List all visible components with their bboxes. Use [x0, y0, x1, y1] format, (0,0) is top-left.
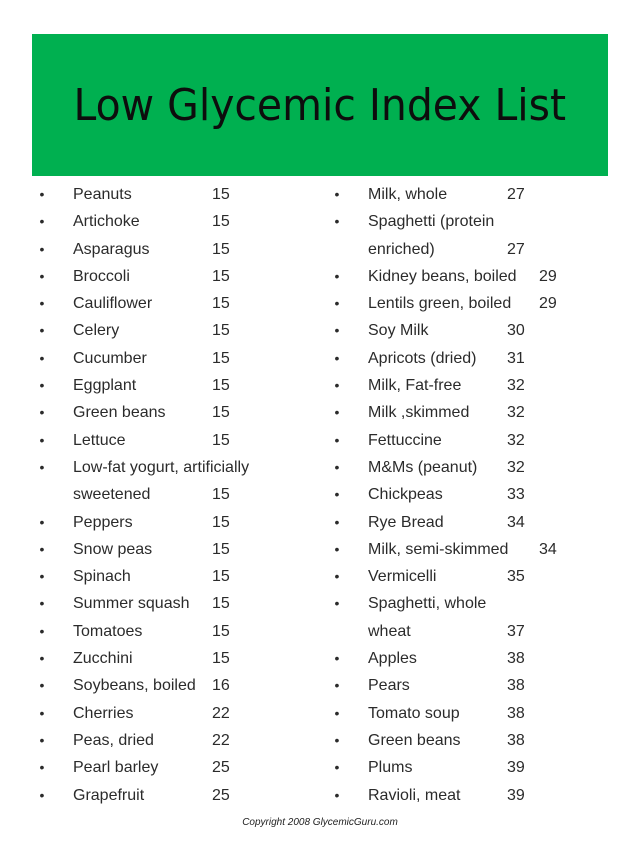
bullet-icon: • — [334, 377, 340, 394]
list-item — [36, 236, 326, 263]
food-name: Green beans — [368, 731, 461, 749]
food-name: Artichoke — [73, 213, 140, 231]
bullet-icon: • — [39, 213, 45, 230]
glycemic-index-value: 15 — [212, 486, 230, 504]
glycemic-index-value: 15 — [212, 267, 230, 285]
glycemic-index-value: 15 — [212, 186, 230, 203]
bullet-icon: • — [39, 759, 45, 776]
bullet-icon: • — [334, 349, 340, 366]
list-item — [36, 563, 326, 590]
list-item — [331, 290, 621, 317]
food-name: Milk, semi-skimmed — [368, 540, 509, 558]
bullet-icon: • — [334, 431, 340, 448]
glycemic-index-value: 16 — [212, 677, 230, 695]
glycemic-index-value: 32 — [507, 404, 525, 422]
page-title: Low Glycemic Index List — [73, 79, 567, 131]
list-item — [36, 372, 326, 399]
list-item — [331, 563, 621, 590]
list-item — [36, 399, 326, 426]
glycemic-index-value: 39 — [507, 786, 525, 804]
food-name: Chickpeas — [368, 486, 443, 504]
food-name: Asparagus — [73, 240, 150, 258]
bullet-icon: • — [334, 267, 340, 284]
glycemic-index-value: 32 — [507, 431, 525, 449]
list-item — [36, 536, 326, 563]
food-name: Milk, Fat-free — [368, 377, 462, 395]
bullet-icon: • — [39, 267, 45, 284]
list-item — [36, 263, 326, 290]
list-item — [331, 317, 621, 344]
list-item — [331, 263, 621, 290]
glycemic-index-value: 38 — [507, 650, 525, 668]
glycemic-index-value: 15 — [212, 513, 230, 531]
list-item — [331, 536, 621, 563]
food-name: Cherries — [73, 704, 134, 722]
glycemic-index-value: 15 — [212, 377, 230, 395]
bullet-icon: • — [334, 486, 340, 503]
glycemic-index-value: 15 — [212, 622, 230, 640]
bullet-icon: • — [39, 431, 45, 448]
food-name: Fettuccine — [368, 431, 442, 449]
food-name: Rye Bread — [368, 513, 444, 531]
food-name: Low-fat yogurt, artificially — [73, 458, 250, 476]
bullet-icon: • — [334, 568, 340, 585]
bullet-icon: • — [334, 295, 340, 312]
glycemic-index-value: 15 — [212, 650, 230, 668]
food-name: Kidney beans, boiled — [368, 267, 517, 285]
bullet-icon: • — [334, 322, 340, 339]
bullet-icon: • — [39, 622, 45, 639]
list-item — [331, 509, 621, 536]
food-name: Peanuts — [73, 186, 132, 203]
food-name: Milk, whole — [368, 186, 448, 203]
bullet-icon: • — [39, 349, 45, 366]
food-name: Soybeans, boiled — [73, 677, 196, 695]
bullet-icon: • — [334, 731, 340, 748]
food-name: Soy Milk — [368, 322, 429, 340]
food-name: Celery — [73, 322, 120, 340]
bullet-icon: • — [39, 650, 45, 667]
bullet-icon: • — [39, 677, 45, 694]
list-item — [36, 181, 326, 208]
food-name: Peppers — [73, 513, 133, 531]
food-name: Peas, dried — [73, 731, 154, 749]
list-item — [36, 290, 326, 317]
glycemic-index-value: 39 — [507, 759, 525, 777]
glycemic-index-value: 31 — [507, 349, 525, 367]
bullet-icon: • — [39, 731, 45, 748]
glycemic-index-value: 35 — [507, 568, 525, 586]
food-name: Zucchini — [73, 650, 133, 668]
bullet-icon: • — [334, 786, 340, 803]
food-name: Apples — [368, 650, 417, 668]
bullet-icon: • — [39, 568, 45, 585]
bullet-icon: • — [334, 404, 340, 421]
food-name-continued: enriched) — [368, 240, 435, 258]
glycemic-index-value: 38 — [507, 731, 525, 749]
food-name-continued: sweetened — [73, 486, 151, 504]
right-column-list — [331, 181, 621, 809]
glycemic-index-value: 15 — [212, 240, 230, 258]
glycemic-index-value: 25 — [212, 786, 230, 804]
list-item — [331, 727, 621, 754]
food-name: Vermicelli — [368, 568, 437, 586]
list-item — [331, 181, 621, 208]
list-item — [36, 727, 326, 754]
bullet-icon: • — [334, 704, 340, 721]
glycemic-index-value: 29 — [539, 295, 557, 313]
bullet-icon: • — [334, 677, 340, 694]
food-name: Green beans — [73, 404, 166, 422]
glycemic-index-value: 25 — [212, 759, 230, 777]
list-item — [331, 208, 621, 263]
glycemic-index-value: 15 — [212, 349, 230, 367]
glycemic-index-value: 37 — [507, 622, 525, 640]
bullet-icon: • — [334, 540, 340, 557]
bullet-icon: • — [39, 513, 45, 530]
title-banner — [32, 34, 608, 176]
list-item — [331, 427, 621, 454]
food-name: M&Ms (peanut) — [368, 458, 478, 476]
glycemic-index-value: 27 — [507, 240, 525, 258]
list-item — [36, 754, 326, 781]
list-item — [331, 399, 621, 426]
bullet-icon: • — [39, 377, 45, 394]
food-name: Tomato soup — [368, 704, 460, 722]
glycemic-index-value: 32 — [507, 377, 525, 395]
food-name-continued: wheat — [368, 622, 411, 640]
glycemic-index-value: 29 — [539, 267, 557, 285]
list-item — [331, 700, 621, 727]
food-name: Snow peas — [73, 540, 153, 558]
glycemic-index-value: 38 — [507, 704, 525, 722]
food-name: Spaghetti (protein — [368, 213, 495, 231]
left-column-list — [36, 181, 326, 809]
list-item — [36, 509, 326, 536]
glycemic-index-value: 22 — [212, 704, 230, 722]
list-item — [331, 782, 621, 809]
list-item — [36, 645, 326, 672]
bullet-icon: • — [334, 458, 340, 475]
list-item — [36, 672, 326, 699]
list-item — [36, 618, 326, 645]
list-item — [36, 317, 326, 344]
list-item — [331, 590, 621, 645]
glycemic-index-value: 38 — [507, 677, 525, 695]
food-name: Grapefruit — [73, 786, 145, 804]
bullet-icon: • — [39, 595, 45, 612]
bullet-icon: • — [39, 786, 45, 803]
food-name: Ravioli, meat — [368, 786, 461, 804]
bullet-icon: • — [39, 322, 45, 339]
food-name: Summer squash — [73, 595, 190, 613]
bullet-icon: • — [39, 295, 45, 312]
glycemic-index-value: 22 — [212, 731, 230, 749]
food-name: Apricots (dried) — [368, 349, 477, 367]
glycemic-index-value: 15 — [212, 213, 230, 231]
list-item — [36, 208, 326, 235]
list-item — [331, 345, 621, 372]
glycemic-index-value: 15 — [212, 568, 230, 586]
bullet-icon: • — [39, 540, 45, 557]
food-name: Pears — [368, 677, 410, 695]
glycemic-index-value: 15 — [212, 431, 230, 449]
bullet-icon: • — [334, 513, 340, 530]
food-name: Broccoli — [73, 267, 130, 285]
list-item — [331, 372, 621, 399]
food-name: Cauliflower — [73, 295, 153, 313]
bullet-icon: • — [39, 704, 45, 721]
bullet-icon: • — [39, 186, 45, 202]
food-name: Milk ,skimmed — [368, 404, 470, 422]
list-item — [331, 754, 621, 781]
glycemic-index-value: 30 — [507, 322, 525, 340]
list-item — [36, 454, 326, 509]
food-name: Eggplant — [73, 377, 137, 395]
bullet-icon: • — [39, 240, 45, 257]
glycemic-index-value: 27 — [507, 186, 525, 203]
bullet-icon: • — [39, 458, 45, 475]
bullet-icon: • — [334, 595, 340, 612]
list-item — [36, 427, 326, 454]
food-name: Pearl barley — [73, 759, 159, 777]
food-name: Cucumber — [73, 349, 147, 367]
list-item — [331, 672, 621, 699]
list-item — [331, 645, 621, 672]
glycemic-index-value: 34 — [507, 513, 525, 531]
food-name: Plums — [368, 759, 413, 777]
bullet-icon: • — [39, 404, 45, 421]
glycemic-index-value: 34 — [539, 540, 557, 558]
glycemic-index-value: 15 — [212, 404, 230, 422]
food-name: Tomatoes — [73, 622, 143, 640]
list-item — [331, 454, 621, 481]
bullet-icon: • — [334, 759, 340, 776]
glycemic-index-value: 15 — [212, 595, 230, 613]
copyright-footer: Copyright 2008 GlycemicGuru.com — [242, 817, 398, 828]
list-item — [36, 700, 326, 727]
glycemic-index-value: 33 — [507, 486, 525, 504]
list-item — [331, 481, 621, 508]
list-item — [36, 345, 326, 372]
glycemic-index-value: 32 — [507, 458, 525, 476]
list-item — [36, 782, 326, 809]
bullet-icon: • — [334, 186, 340, 202]
list-item — [36, 590, 326, 617]
bullet-icon: • — [334, 213, 340, 230]
food-name: Lentils green, boiled — [368, 295, 512, 313]
food-name: Spinach — [73, 568, 131, 586]
glycemic-index-value: 15 — [212, 540, 230, 558]
food-name: Lettuce — [73, 431, 126, 449]
bullet-icon: • — [334, 650, 340, 667]
glycemic-index-value: 15 — [212, 322, 230, 340]
glycemic-index-value: 15 — [212, 295, 230, 313]
food-name: Spaghetti, whole — [368, 595, 487, 613]
